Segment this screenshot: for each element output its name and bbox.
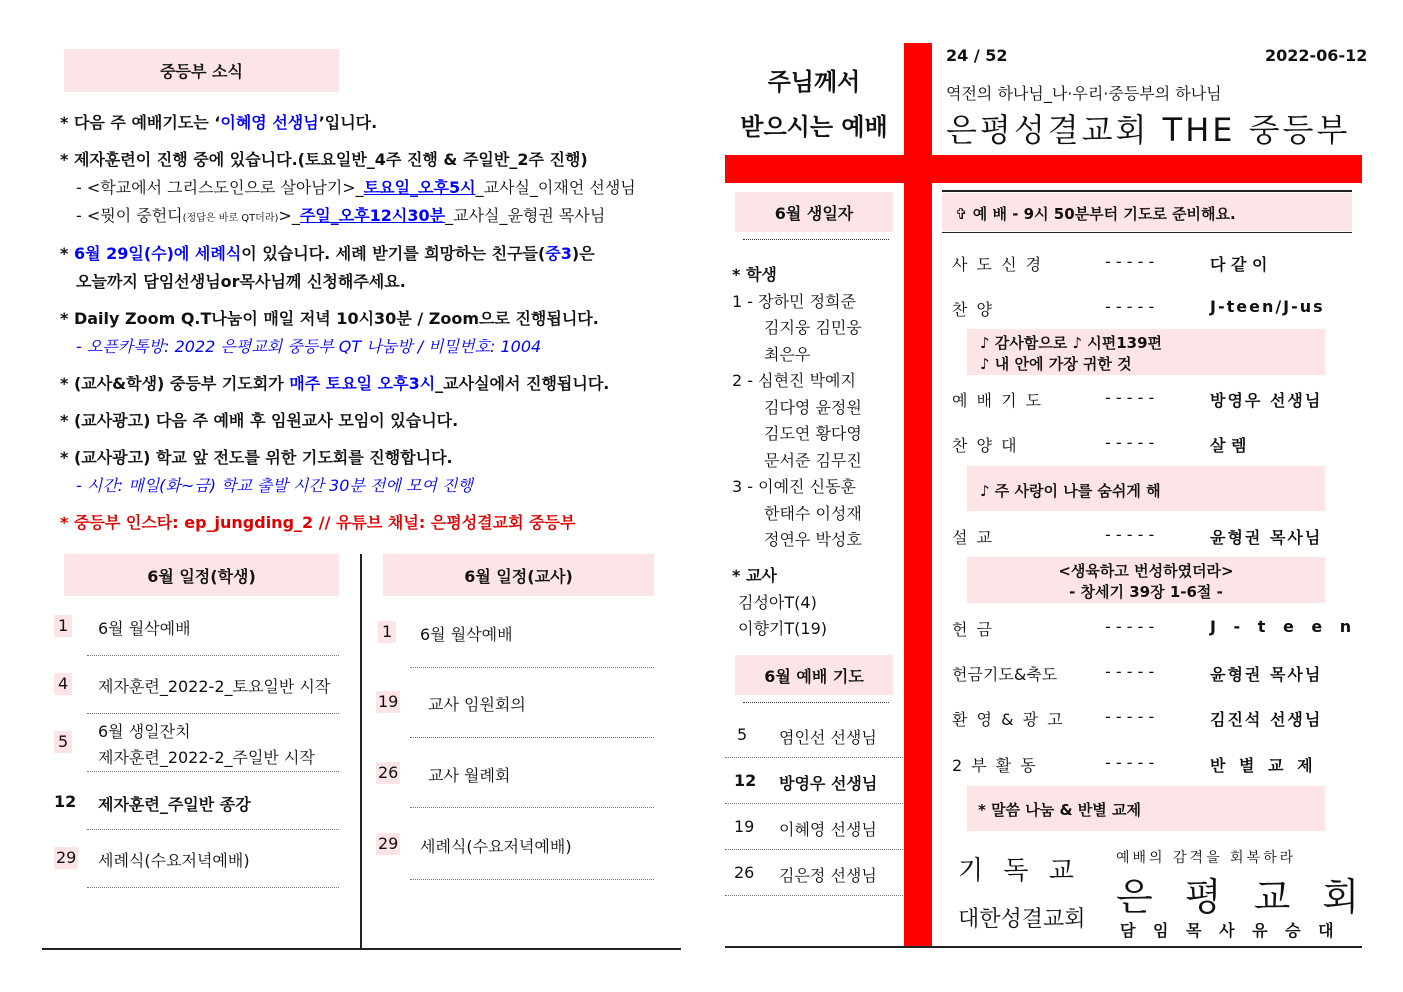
schedule-text: 제자훈련_2022-2_토요일반 시작 (98, 677, 331, 696)
subtitle: 역전의 하나님_나·우리·중등부의 하나님 (946, 84, 1222, 103)
schedule-divider (360, 554, 362, 950)
news-item-4: * Daily Zoom Q.T나눔이 매일 저녁 10시30분 / Zoom으로 진행됩니다. (60, 309, 599, 328)
left-bottom-line (42, 948, 681, 950)
schedule-separator (410, 737, 654, 738)
footer-church: 은 평 교 회 (1116, 875, 1370, 919)
prayer-name: 방영우 선생님 (779, 774, 878, 793)
prayer-separator (725, 895, 903, 896)
order-label: 찬 양 대 (952, 436, 1019, 455)
birthday-line: 최은우 (764, 345, 811, 364)
prayer-separator (725, 803, 903, 804)
prayer-name: 염인선 선생님 (779, 728, 877, 747)
order-label: 찬 양 (952, 300, 994, 319)
order-label: 헌금기도&축도 (952, 665, 1058, 684)
schedule-text: 세례식(수요저녁예배) (98, 851, 250, 870)
schedule-day-number: 1 (382, 622, 393, 641)
prayer-day: 26 (734, 863, 755, 882)
schedule-day-number: 29 (378, 834, 399, 853)
schedule-text: 6월 월삭예배 (420, 625, 513, 644)
schedule-text: 교사 임원회의 (428, 695, 526, 714)
order-value: J-teen/J-us (1210, 297, 1325, 316)
schedule-text: 세례식(수요저녁예배) (420, 837, 572, 856)
order-value: 윤형권 목사님 (1210, 665, 1323, 684)
schedule-day-number: 5 (58, 732, 69, 751)
footer-christian: 기 독 교 (958, 856, 1080, 886)
birthday-line: 3 - 이예진 신동훈 (732, 477, 856, 496)
news-item-3: * 6월 29일(수)에 세례식이 있습니다. 세례 받기를 희망하는 친구들(중3)은 (60, 244, 595, 263)
order-dashes: - - - - - (1105, 662, 1155, 681)
prayer-day: 5 (737, 725, 748, 744)
schedule-separator (410, 807, 654, 808)
teacher-schedule-title: 6월 일정(교사) (383, 554, 654, 596)
schedule-text: 제자훈련_주일반 종강 (98, 795, 251, 814)
prayer-title: 6월 예배 기도 (735, 655, 893, 695)
schedule-separator (410, 667, 654, 668)
news-item-7: * (교사광고) 학교 앞 전도를 위한 기도회를 진행합니다. (60, 448, 453, 467)
order-value: 반 별 교 제 (1210, 756, 1317, 775)
news-item-4-sub: - 오픈카톡방: 2022 은평교회 중등부 QT 나눔방 / 비밀번호: 1004 (76, 337, 542, 356)
order-dashes: - - - - - (1105, 297, 1155, 316)
order-header-line (942, 232, 1352, 233)
order-header-text: ✞ 예 배 - 9시 50분부터 기도로 준비해요. (955, 205, 1236, 223)
schedule-day-number: 26 (378, 763, 399, 782)
order-dashes: - - - - - (1105, 388, 1155, 407)
church-title: 은평성결교회 THE 중등부 (946, 111, 1351, 149)
birthday-teacher-label: * 교사 (732, 566, 777, 585)
order-dashes: - - - - - (1105, 617, 1155, 636)
right-bottom-line (725, 946, 1362, 948)
birthday-line: 김다영 윤정원 (764, 398, 862, 417)
schedule-day-number: 4 (58, 674, 69, 693)
cross-horizontal (725, 155, 1362, 183)
news-item-7-sub: - 시간: 매일(화~금) 학교 출발 시간 30분 전에 모여 진행 (76, 476, 473, 495)
birthday-line: 정연우 박성호 (764, 530, 862, 549)
schedule-text: 6월 생일잔치 (98, 722, 191, 741)
order-value: 방영우 선생님 (1210, 391, 1323, 410)
prayer-name: 김은정 선생님 (779, 866, 877, 885)
order-dashes: - - - - - (1105, 525, 1155, 544)
prayer-name: 이혜영 선생님 (779, 820, 877, 839)
schedule-day-number: 29 (56, 848, 77, 867)
news-item-1: * 다음 주 예배기도는 ‘이혜영 선생님’입니다. (60, 113, 378, 132)
order-label: 2 부 활 동 (952, 756, 1038, 775)
prayer-day: 12 (734, 771, 757, 790)
birthday-title: 6월 생일자 (735, 192, 893, 232)
worship-title-2: 받으시는 예배 (740, 113, 888, 141)
order-top-line (942, 190, 1352, 192)
prayer-divider (743, 702, 889, 703)
birthday-student-label: * 학생 (732, 265, 777, 284)
song-box-1-line-1: ♪ 감사함으로 ♪ 시편139편 (980, 334, 1163, 352)
birthday-line: 1 - 장하민 정희준 (732, 292, 856, 311)
birthday-line: 문서준 김무진 (764, 451, 862, 470)
schedule-separator (87, 887, 339, 888)
order-value: 윤형권 목사님 (1210, 528, 1323, 547)
activity-text: * 말씀 나눔 & 반별 교제 (978, 801, 1141, 819)
news-title: 중등부 소식 (64, 49, 339, 92)
schedule-separator (87, 771, 339, 772)
news-item-2-sub-2: - <뭣이 중헌디(정답은 바로 QT더라)>_주일_오후12시30분_교사실_윤형권 목사님 (76, 206, 606, 225)
footer-slogan: 예배의 감격을 회복하라 (1116, 850, 1297, 866)
birthday-teacher: 이향기T(19) (738, 619, 827, 638)
birthday-line: 김지웅 김민웅 (764, 318, 862, 337)
schedule-text: 제자훈련_2022-2_주일반 시작 (98, 748, 315, 767)
footer-pastor: 담 임 목 사 유 승 대 (1120, 921, 1340, 940)
schedule-day-number: 12 (54, 792, 77, 811)
order-label: 환 영 & 광 고 (952, 710, 1065, 729)
order-dashes: - - - - - (1105, 753, 1155, 772)
news-item-3-line-2: 오늘까지 담임선생님or목사님께 신청해주세요. (76, 272, 406, 291)
sermon-title: <생육하고 번성하였더라> (1058, 562, 1234, 580)
schedule-separator (87, 829, 339, 830)
birthday-divider (743, 239, 889, 240)
order-value: 김진석 선생님 (1210, 710, 1323, 729)
schedule-day-number: 1 (58, 616, 69, 635)
order-label: 사 도 신 경 (952, 255, 1044, 274)
sermon-ref: - 창세기 39장 1-6절 - (1069, 583, 1223, 601)
news-item-5: * (교사&학생) 중등부 기도회가 매주 토요일 오후3시_교사실에서 진행됩니다. (60, 374, 610, 393)
order-value: 다 같 이 (1210, 255, 1268, 274)
birthday-teacher: 김성아T(4) (738, 593, 817, 612)
footer-denomination: 대한성결교회 (958, 907, 1086, 932)
schedule-text: 교사 월례회 (428, 766, 511, 785)
schedule-day-number: 19 (378, 692, 399, 711)
order-value: 살 렘 (1210, 436, 1247, 455)
worship-title-1: 주님께서 (767, 68, 861, 96)
news-item-6: * (교사광고) 다음 주 예배 후 임원교사 모임이 있습니다. (60, 411, 459, 430)
order-label: 헌 금 (952, 620, 994, 639)
birthday-line: 2 - 심현진 박예지 (732, 371, 856, 390)
order-label: 예 배 기 도 (952, 391, 1044, 410)
issue-number: 24 / 52 (946, 46, 1008, 65)
birthday-line: 한태수 이성재 (764, 504, 862, 523)
order-dashes: - - - - - (1105, 252, 1155, 271)
issue-date: 2022-06-12 (1265, 46, 1368, 65)
prayer-separator (725, 757, 903, 758)
song-box-1-line-2: ♪ 내 안에 가장 귀한 것 (980, 355, 1132, 373)
order-dashes: - - - - - (1105, 433, 1155, 452)
order-label: 설 교 (952, 528, 994, 547)
schedule-separator (87, 655, 339, 656)
student-schedule-title: 6월 일정(학생) (64, 554, 339, 596)
order-dashes: - - - - - (1105, 707, 1155, 726)
prayer-day: 19 (734, 817, 755, 836)
schedule-separator (410, 879, 654, 880)
schedule-separator (87, 713, 339, 714)
prayer-separator (725, 849, 903, 850)
news-item-2: * 제자훈련이 진행 중에 있습니다.(토요일반_4주 진행 & 주일반_2주 진행) (60, 150, 588, 169)
birthday-line: 김도연 황다영 (764, 424, 862, 443)
schedule-text: 6월 월삭예배 (98, 619, 191, 638)
news-item-2-sub-1: - <학교에서 그리스도인으로 살아남기>_토요일_오후5시_교사실_이재언 선생님 (76, 178, 636, 197)
order-value: J - t e e n (1210, 617, 1358, 636)
news-item-8: * 중등부 인스타: ep_jungding_2 // 유튜브 채널: 은평성결교회 중등부 (60, 513, 576, 532)
song-box-2-text: ♪ 주 사랑이 나를 숨쉬게 해 (980, 482, 1161, 500)
